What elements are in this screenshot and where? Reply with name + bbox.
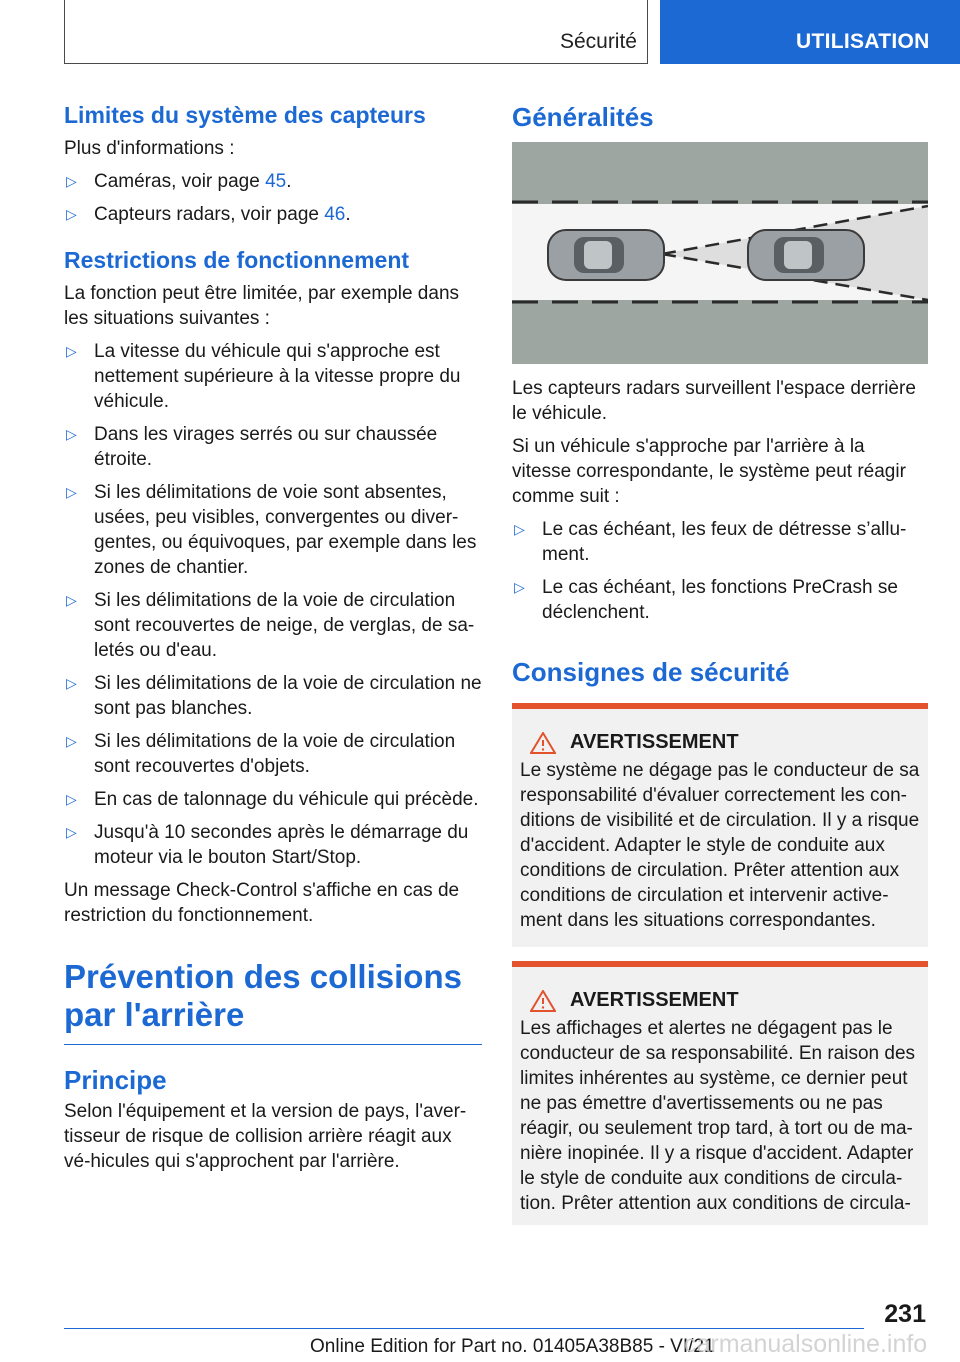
warning-box (512, 703, 928, 947)
triangle-bullet-icon: ▷ (66, 592, 77, 608)
triangle-bullet-icon: ▷ (66, 343, 77, 359)
list-item-text: Le cas échéant, les fonctions PreCrash se déclenchent. (542, 577, 898, 623)
list-item-text: Jusqu'à 10 secondes après le démarrage du moteur via le bouton Start/Stop. (94, 822, 469, 868)
list-item-end: . (345, 204, 351, 225)
list-item-text: Dans les virages serrés ou sur chaussée étroite. (94, 424, 438, 470)
page-link[interactable]: 45 (265, 171, 287, 192)
restrictions-list (64, 339, 482, 870)
list-item (64, 169, 482, 194)
restrictions-title: Restrictions de fonctionnement (64, 247, 410, 273)
triangle-bullet-icon: ▷ (66, 733, 77, 749)
list-item-text: Si les délimitations de voie sont absentes, usées, peu visibles, convergentes ou diver-gentes, ou équivoques, par exemple dans les zones de chantier. (94, 482, 477, 578)
list-item-text: La vitesse du véhicule qui s'approche est nettement supérieure à la vitesse propre du véhicule. (94, 341, 461, 412)
warning-text: Le système ne dégage pas le conducteur de sa responsabilité d'évaluer correctement les con-ditions de visibilité et de circulation. Il y a risque d'accident. Adapter le style de conduite aux conditions de circulation. Prêter attention aux conditions de circulation et intervenir active-ment dans les situations correspondantes. (520, 760, 920, 931)
list-item (64, 422, 482, 472)
triangle-bullet-icon: ▷ (514, 521, 525, 537)
general-list (512, 517, 928, 625)
header-section-label: Sécurité (559, 30, 637, 53)
list-item-text: Capteurs radars, voir page (94, 204, 325, 225)
list-item (64, 671, 482, 721)
list-item-text: Si les délimitations de la voie de circulation ne sont pas blanches. (94, 673, 482, 719)
limits-intro: Plus d'informations : (64, 138, 235, 159)
warning-box (512, 961, 928, 1225)
triangle-bullet-icon: ▷ (66, 206, 77, 222)
principle-text: Selon l'équipement et la version de pays, l'aver-tisseur de risque de collision arrière réagit aux vé-hicules qui s'approchent par l'arrière. (64, 1101, 467, 1172)
watermark: carmanualsonline.info (684, 1330, 928, 1358)
rear-radar-illustration (512, 142, 928, 364)
limits-list (64, 169, 482, 227)
list-item (64, 729, 482, 779)
list-item (64, 588, 482, 663)
chapter-title: Prévention des collisions par l'arrière (64, 958, 462, 1033)
list-item-text: Si les délimitations de la voie de circulation sont recouvertes de neige, de verglas, de sa-letés ou d'eau. (94, 590, 475, 661)
chapter-divider (64, 1044, 482, 1045)
list-item-text: Caméras, voir page (94, 171, 266, 192)
footer-divider (64, 1328, 864, 1329)
principle-title: Principe (64, 1065, 167, 1095)
triangle-bullet-icon: ▷ (66, 824, 77, 840)
triangle-bullet-icon: ▷ (66, 173, 77, 189)
warning-triangle-icon (530, 732, 556, 754)
list-item (64, 202, 482, 227)
list-item-text: Le cas échéant, les feux de détresse s’allu-ment. (542, 519, 907, 565)
restrictions-outro: Un message Check-Control s'affiche en cas de restriction du fonctionnement. (64, 880, 460, 926)
page-link[interactable]: 46 (324, 204, 346, 225)
triangle-bullet-icon: ▷ (66, 675, 77, 691)
approaching-car-icon (548, 230, 664, 280)
triangle-bullet-icon: ▷ (66, 426, 77, 442)
list-item (64, 339, 482, 414)
list-item (512, 517, 928, 567)
warning-text: Les affichages et alertes ne dégagent pas le conducteur de sa responsabilité. En raison des limites inhérentes au système, ce dernier peut ne pas émettre d'avertissements ou ne pas réagir, ou seulement trop tard, à tort ou de ma-nière inopinée. Il y a risque d'accident. Adapter le style de conduite aux conditions de circula-tion. Prêter attention aux conditions de circula- (520, 1018, 916, 1214)
list-item (64, 787, 482, 812)
general-p2: Si un véhicule s'approche par l'arrière à la vitesse correspondante, le système peut réagir comme suit : (512, 436, 906, 507)
safety-title: Consignes de sécurité (512, 657, 790, 687)
list-item-end: . (286, 171, 292, 192)
list-item (512, 575, 928, 625)
page-number: 231 (884, 1300, 926, 1328)
warning-title: AVERTISSEMENT (570, 989, 739, 1011)
left-column (64, 100, 482, 1182)
limits-title: Limites du système des capteurs (64, 102, 426, 128)
header-section-box (64, 0, 648, 64)
list-item-text: Si les délimitations de la voie de circulation sont recouvertes d'objets. (94, 731, 456, 777)
triangle-bullet-icon: ▷ (66, 484, 77, 500)
warning-title: AVERTISSEMENT (570, 731, 739, 753)
header-tab: UTILISATION (660, 0, 960, 64)
right-column (512, 100, 928, 1239)
restrictions-intro: La fonction peut être limitée, par exemple dans les situations suivantes : (64, 283, 460, 329)
list-item (64, 480, 482, 580)
general-title: Généralités (512, 102, 654, 132)
own-car-icon (748, 230, 864, 280)
list-item (64, 820, 482, 870)
triangle-bullet-icon: ▷ (514, 579, 525, 595)
list-item-text: En cas de talonnage du véhicule qui précède. (94, 789, 479, 810)
warning-triangle-icon (530, 990, 556, 1012)
general-p1: Les capteurs radars surveillent l'espace derrière le véhicule. (512, 378, 916, 424)
footer-edition: Online Edition for Part no. 01405A38B85 - VI/21 (310, 1336, 715, 1357)
triangle-bullet-icon: ▷ (66, 791, 77, 807)
